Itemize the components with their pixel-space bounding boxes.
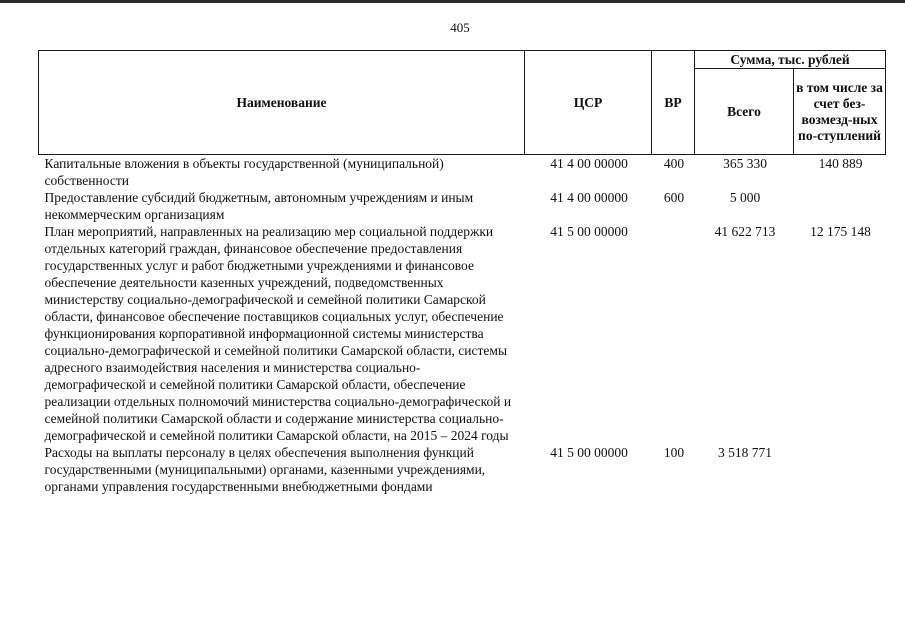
table-row [39,444,886,495]
row-csr: 41 5 00 00000 [550,445,628,460]
row-csr: 41 4 00 00000 [550,156,628,171]
row-vr [652,223,695,444]
row-total: 3 518 771 [718,445,772,460]
table-body [39,155,886,496]
row-free: 12 175 148 [810,224,871,239]
row-free: 140 889 [818,156,863,171]
header-name: Наименование [39,51,525,155]
header-vr: ВР [652,51,695,155]
row-name: Капитальные вложения в объекты государственной (муниципальной) собственности [44,156,444,188]
table-row [39,223,886,444]
header-sum-group: Сумма, тыс. рублей [695,51,886,69]
table-header [39,51,886,155]
row-csr: 41 4 00 00000 [550,190,628,205]
row-total: 5 000 [729,190,761,205]
row-free [794,444,886,495]
row-name: Предоставление субсидий бюджетным, автономным учреждениям и иным некоммерческим организациям [44,190,474,222]
row-vr: 600 [663,190,685,205]
row-vr: 400 [663,156,685,171]
table-row [39,155,886,190]
row-csr: 41 5 00 00000 [550,224,628,239]
row-vr: 100 [663,445,685,460]
table-row [39,189,886,223]
header-free-receipts: в том числе за счет без-возмезд-ных по-ступлений [794,69,886,155]
budget-table [38,50,886,495]
row-total: 365 330 [723,156,767,171]
header-csr: ЦСР [525,51,652,155]
row-name: План мероприятий, направленных на реализацию мер социальной поддержки отдельных категорий граждан, финансовое обеспечение предоставления государственных услуг и работ бюджетными учреждениями и финансовое обеспечение деятельности казенных учреждений, подведомственных министерству социально-демографической и семейной политики Самарской области, финансовое обеспечение поставщиков социальных услуг, обеспечение функционирования корпоративной информационной системы министерства социально-демографической и семейной политики Самарской области, системы адресного взаимодействия населения и министерства социально-демографической и семейной политики Самарской области, обеспечение реализации отдельных полномочий министерства социально-демографической и семейной политики Самарской области и содержание министерства социально-демографической и семейной политики Самарской области, на 2015 – 2024 годы [44,224,512,443]
row-total: 41 622 713 [714,224,776,239]
page-number: 405 [450,20,470,35]
row-free [794,189,886,223]
budget-table-container [38,50,886,495]
header-total: Всего [695,69,794,155]
page-top-edge [0,0,905,3]
row-name: Расходы на выплаты персоналу в целях обеспечения выполнения функций государственными (муниципальными) органами, казенными учреждениями, органами управления государственными внебюджетными фондами [44,445,486,494]
